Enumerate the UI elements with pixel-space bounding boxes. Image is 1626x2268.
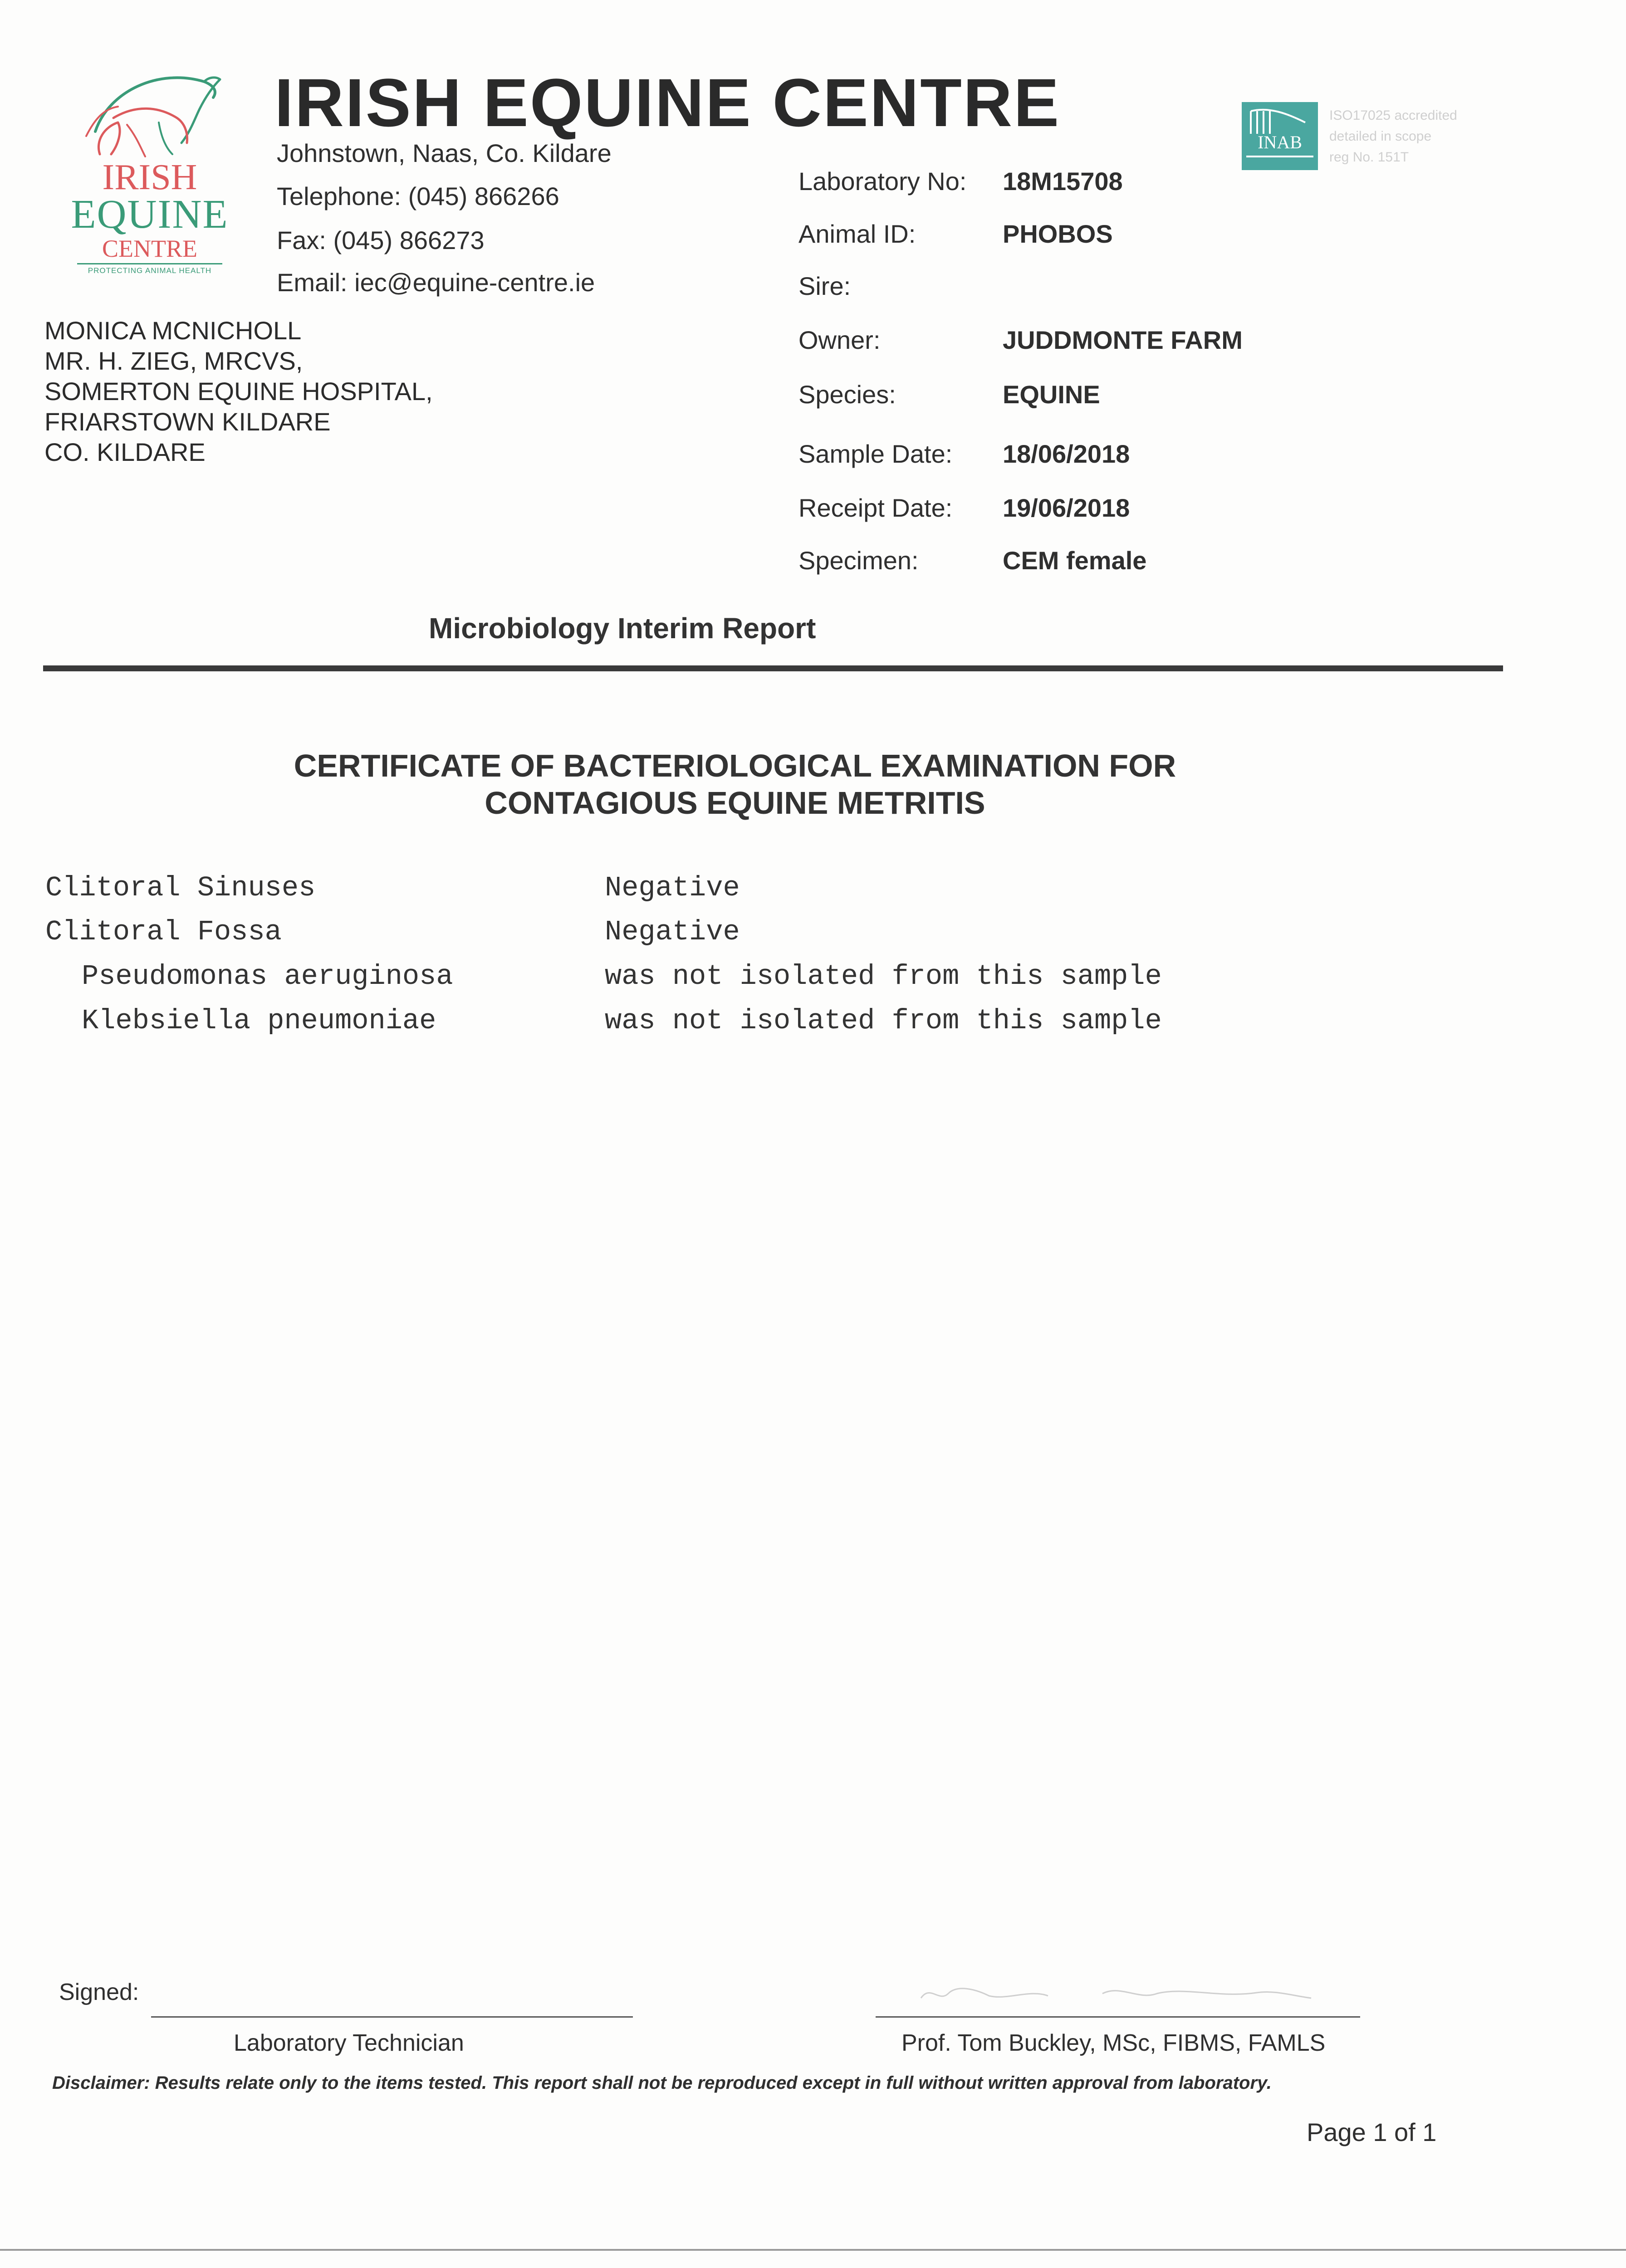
handwritten-signature	[912, 1975, 1320, 2012]
recipient-line: MONICA MCNICHOLL	[44, 316, 302, 345]
horse-icon	[68, 64, 231, 159]
inab-accreditation-badge	[1242, 102, 1318, 170]
fax-line: Fax: (045) 866273	[277, 226, 485, 254]
telephone-line: Telephone: (045) 866266	[277, 182, 559, 210]
page-number: Page 1 of 1	[1307, 2118, 1437, 2146]
inab-badge-text: INAB	[1258, 132, 1302, 152]
disclaimer: Disclaimer: Results relate only to the items tested. This report shall not be reproduced except in full without written approval from laboratory.	[52, 2073, 1272, 2093]
signed-label: Signed:	[59, 1979, 139, 2005]
field-label-lab-no: Laboratory No:	[798, 167, 967, 196]
recipient-address	[44, 315, 433, 467]
recipient-line: FRIARSTOWN KILDARE	[44, 407, 331, 436]
header-divider	[43, 665, 1503, 671]
technician-caption: Laboratory Technician	[234, 2030, 464, 2056]
professor-caption: Prof. Tom Buckley, MSc, FIBMS, FAMLS	[901, 2030, 1326, 2056]
accreditation-line: ISO17025 accredited	[1329, 108, 1457, 123]
recipient-line: SOMERTON EQUINE HOSPITAL,	[44, 377, 433, 406]
organization-title: IRISH EQUINE CENTRE	[274, 64, 1061, 141]
field-label-receipt-date: Receipt Date:	[798, 494, 953, 522]
report-title: Microbiology Interim Report	[429, 612, 816, 645]
field-value-animal-id: PHOBOS	[1003, 220, 1113, 248]
field-value-sample-date: 18/06/2018	[1003, 440, 1130, 468]
technician-signature-line	[151, 2016, 633, 2018]
field-value-owner: JUDDMONTE FARM	[1003, 326, 1243, 354]
field-value-species: EQUINE	[1003, 380, 1100, 409]
recipient-line: CO. KILDARE	[44, 438, 206, 466]
accreditation-text	[1329, 105, 1457, 168]
result-value: was not isolated from this sample	[605, 960, 1162, 992]
result-value: was not isolated from this sample	[605, 1005, 1162, 1037]
logo-line-irish: IRISH	[102, 157, 197, 197]
certificate-heading-line: CERTIFICATE OF BACTERIOLOGICAL EXAMINATION FOR	[294, 748, 1176, 783]
field-value-receipt-date: 19/06/2018	[1003, 494, 1130, 522]
field-value-lab-no: 18M15708	[1003, 167, 1123, 196]
result-item: Clitoral Fossa	[45, 916, 282, 948]
logo-line-equine: EQUINE	[71, 192, 229, 237]
result-item: Pseudomonas aeruginosa	[82, 960, 453, 992]
inab-logo-icon	[1242, 102, 1318, 170]
field-label-sample-date: Sample Date:	[798, 440, 953, 468]
field-label-owner: Owner:	[798, 326, 881, 354]
result-item: Clitoral Sinuses	[45, 872, 316, 904]
accreditation-line: reg No. 151T	[1329, 150, 1409, 165]
result-value: Negative	[605, 872, 740, 904]
email-line: Email: iec@equine-centre.ie	[277, 268, 595, 297]
result-item: Klebsiella pneumoniae	[82, 1005, 436, 1037]
logo-divider	[77, 263, 222, 264]
field-label-species: Species:	[798, 380, 896, 409]
scan-edge	[0, 2249, 1626, 2251]
certificate-heading-line: CONTAGIOUS EQUINE METRITIS	[485, 785, 985, 821]
logo-tagline: PROTECTING ANIMAL HEALTH	[88, 266, 212, 275]
accreditation-line: detailed in scope	[1329, 129, 1432, 144]
logo-line-centre: CENTRE	[102, 235, 197, 262]
field-value-specimen: CEM female	[1003, 546, 1147, 575]
iec-logo	[68, 64, 231, 277]
field-label-sire: Sire:	[798, 272, 851, 300]
professor-signature-line	[876, 2016, 1360, 2018]
result-value: Negative	[605, 916, 740, 948]
recipient-line: MR. H. ZIEG, MRCVS,	[44, 347, 303, 375]
field-label-animal-id: Animal ID:	[798, 220, 916, 248]
address-line: Johnstown, Naas, Co. Kildare	[277, 139, 612, 167]
field-label-specimen: Specimen:	[798, 546, 919, 575]
